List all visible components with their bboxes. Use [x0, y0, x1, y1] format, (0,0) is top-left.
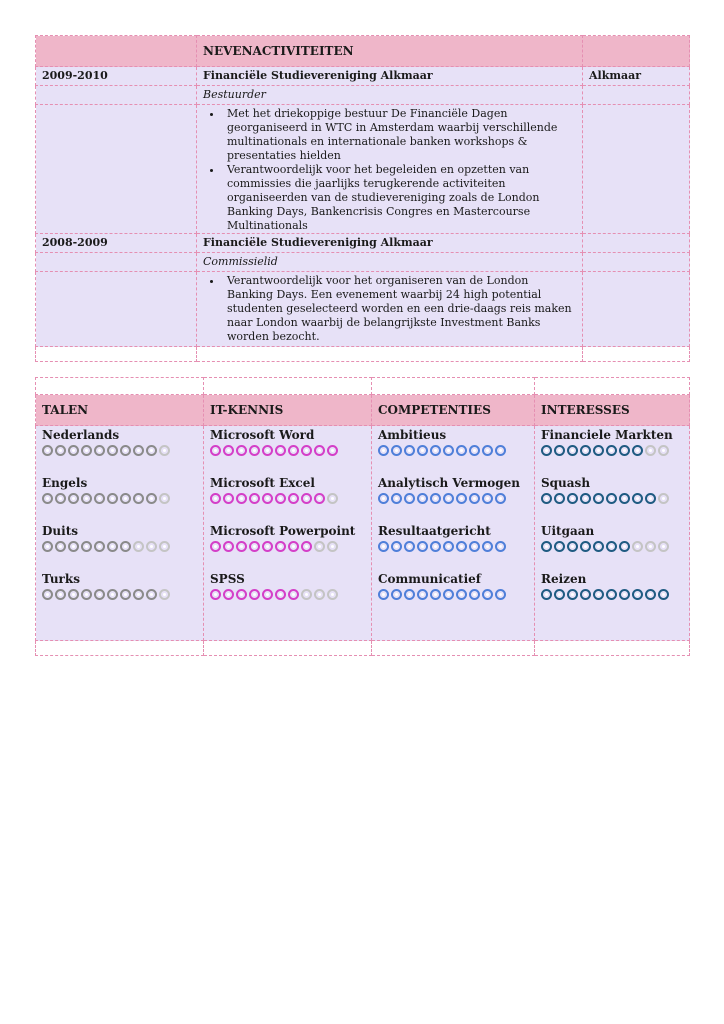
skills-column-competenties	[372, 426, 535, 641]
rating-dot-filled-icon	[580, 445, 591, 456]
rating-dot-filled-icon	[443, 589, 454, 600]
skill-name: SPSS	[210, 572, 245, 586]
rating-dot-filled-icon	[42, 589, 53, 600]
rating-dot-filled-icon	[301, 493, 312, 504]
activity-role-row	[36, 253, 690, 272]
skill-rating	[378, 445, 528, 456]
rating-dot-filled-icon	[249, 493, 260, 504]
skill-item	[541, 428, 683, 476]
activity-city	[583, 234, 690, 253]
rating-dot-filled-icon	[81, 493, 92, 504]
empty-cell	[583, 86, 690, 105]
rating-dot-filled-icon	[417, 589, 428, 600]
rating-dot-filled-icon	[541, 589, 552, 600]
activity-row	[36, 67, 690, 86]
rating-dot-filled-icon	[404, 589, 415, 600]
rating-dot-filled-icon	[133, 445, 144, 456]
rating-dot-filled-icon	[42, 445, 53, 456]
rating-dot-filled-icon	[632, 589, 643, 600]
rating-dot-filled-icon	[301, 445, 312, 456]
skill-rating	[210, 445, 365, 456]
rating-dot-empty-icon	[658, 445, 669, 456]
skill-name: Microsoft Powerpoint	[210, 524, 356, 538]
empty-cell	[36, 347, 197, 362]
activity-bullets	[197, 272, 583, 347]
empty-cell	[204, 378, 372, 395]
rating-dot-filled-icon	[378, 445, 389, 456]
rating-dot-filled-icon	[482, 493, 493, 504]
rating-dot-filled-icon	[288, 541, 299, 552]
rating-dot-filled-icon	[567, 589, 578, 600]
empty-cell	[583, 272, 690, 347]
skill-name: Communicatief	[378, 572, 481, 586]
rating-dot-filled-icon	[94, 493, 105, 504]
rating-dot-empty-icon	[159, 445, 170, 456]
rating-dot-filled-icon	[133, 493, 144, 504]
skill-rating	[378, 493, 528, 504]
rating-dot-filled-icon	[593, 493, 604, 504]
rating-dot-filled-icon	[223, 589, 234, 600]
skill-rating	[42, 541, 197, 552]
rating-dot-filled-icon	[107, 493, 118, 504]
rating-dot-filled-icon	[275, 493, 286, 504]
rating-dot-filled-icon	[495, 445, 506, 456]
activity-bullets-row	[36, 272, 690, 347]
rating-dot-filled-icon	[658, 589, 669, 600]
rating-dot-filled-icon	[210, 493, 221, 504]
activities-header-row	[36, 36, 690, 67]
rating-dot-filled-icon	[120, 541, 131, 552]
rating-dot-filled-icon	[210, 541, 221, 552]
rating-dot-filled-icon	[469, 445, 480, 456]
empty-cell	[197, 347, 583, 362]
rating-dot-filled-icon	[391, 445, 402, 456]
header-empty-cell	[36, 36, 197, 67]
skill-name: Ambitieus	[378, 428, 447, 442]
skill-item	[42, 572, 197, 620]
rating-dot-filled-icon	[275, 589, 286, 600]
rating-dot-filled-icon	[68, 541, 79, 552]
rating-dot-filled-icon	[94, 541, 105, 552]
rating-dot-filled-icon	[469, 589, 480, 600]
rating-dot-filled-icon	[81, 445, 92, 456]
empty-cell	[36, 272, 197, 347]
activity-organization: Financiële Studievereniging Alkmaar	[197, 67, 583, 86]
rating-dot-filled-icon	[327, 445, 338, 456]
skill-item	[210, 476, 365, 524]
activity-role: Bestuurder	[197, 86, 583, 105]
skill-rating	[210, 589, 365, 600]
rating-dot-empty-icon	[327, 493, 338, 504]
rating-dot-filled-icon	[430, 589, 441, 600]
rating-dot-filled-icon	[430, 493, 441, 504]
rating-dot-filled-icon	[223, 445, 234, 456]
activity-period: 2008-2009	[36, 234, 197, 253]
bullet-item: • Met het driekoppige bestuur De Financiële Dagen georganiseerd in WTC in Amsterdam waarbij verschillende multinationals en internationale banken workshops & presentaties hielden	[223, 107, 576, 163]
rating-dot-filled-icon	[223, 541, 234, 552]
rating-dot-filled-icon	[417, 541, 428, 552]
bullet-item: • Verantwoordelijk voor het organiseren van de London Banking Days. Een evenement waarbij 24 high potential studenten geselecteerd worden en een drie-daags reis maken naar London waarbij de belangrijkste Investment Banks worden bezocht.	[223, 274, 576, 344]
bullet-list	[203, 274, 576, 344]
skill-rating	[210, 493, 365, 504]
rating-dot-filled-icon	[55, 445, 66, 456]
skill-name: Nederlands	[42, 428, 120, 442]
skill-item	[210, 428, 365, 476]
skills-top-row	[36, 378, 690, 395]
rating-dot-filled-icon	[42, 541, 53, 552]
rating-dot-filled-icon	[236, 445, 247, 456]
rating-dot-empty-icon	[327, 541, 338, 552]
rating-dot-filled-icon	[378, 493, 389, 504]
rating-dot-filled-icon	[107, 541, 118, 552]
rating-dot-filled-icon	[314, 445, 325, 456]
rating-dot-filled-icon	[55, 589, 66, 600]
rating-dot-filled-icon	[146, 589, 157, 600]
rating-dot-filled-icon	[391, 589, 402, 600]
rating-dot-empty-icon	[159, 589, 170, 600]
skill-name: Resultaatgericht	[378, 524, 491, 538]
bullet-list	[203, 107, 576, 233]
skills-column-talen	[36, 426, 204, 641]
skill-name: Microsoft Excel	[210, 476, 315, 490]
rating-dot-filled-icon	[378, 589, 389, 600]
rating-dot-filled-icon	[541, 541, 552, 552]
rating-dot-filled-icon	[275, 445, 286, 456]
empty-cell	[36, 105, 197, 234]
rating-dot-filled-icon	[314, 493, 325, 504]
rating-dot-filled-icon	[443, 445, 454, 456]
rating-dot-filled-icon	[495, 589, 506, 600]
rating-dot-filled-icon	[107, 589, 118, 600]
rating-dot-filled-icon	[275, 541, 286, 552]
rating-dot-filled-icon	[606, 445, 617, 456]
blank-row	[36, 347, 690, 362]
skill-item	[378, 524, 528, 572]
rating-dot-empty-icon	[327, 589, 338, 600]
rating-dot-empty-icon	[658, 541, 669, 552]
empty-cell	[204, 641, 372, 656]
activity-role-row	[36, 86, 690, 105]
header-empty-cell	[583, 36, 690, 67]
rating-dot-filled-icon	[606, 493, 617, 504]
rating-dot-filled-icon	[456, 589, 467, 600]
rating-dot-filled-icon	[593, 445, 604, 456]
skill-rating	[42, 589, 197, 600]
rating-dot-filled-icon	[482, 589, 493, 600]
rating-dot-filled-icon	[288, 589, 299, 600]
skills-table	[35, 377, 690, 656]
rating-dot-filled-icon	[554, 445, 565, 456]
rating-dot-filled-icon	[262, 493, 273, 504]
rating-dot-filled-icon	[554, 541, 565, 552]
activity-bullets	[197, 105, 583, 234]
rating-dot-filled-icon	[68, 445, 79, 456]
rating-dot-filled-icon	[632, 445, 643, 456]
activity-row	[36, 234, 690, 253]
skill-item	[42, 524, 197, 572]
rating-dot-filled-icon	[210, 589, 221, 600]
rating-dot-filled-icon	[391, 493, 402, 504]
skill-rating	[541, 589, 683, 600]
rating-dot-filled-icon	[645, 589, 656, 600]
skill-name: Microsoft Word	[210, 428, 315, 442]
rating-dot-filled-icon	[107, 445, 118, 456]
rating-dot-filled-icon	[249, 589, 260, 600]
rating-dot-filled-icon	[94, 589, 105, 600]
skill-name: Reizen	[541, 572, 587, 586]
rating-dot-filled-icon	[554, 493, 565, 504]
empty-cell	[583, 253, 690, 272]
bullet-item: • Verantwoordelijk voor het begeleiden en opzetten van commissies die jaarlijks terugkerende activiteiten organiseerden van de studievereniging zoals de London Banking Days, Bankencrisis Congres en Mastercourse Multinationals	[223, 163, 576, 233]
section-title: NEVENACTIVITEITEN	[197, 36, 583, 67]
skill-item	[378, 428, 528, 476]
rating-dot-filled-icon	[120, 445, 131, 456]
rating-dot-empty-icon	[314, 589, 325, 600]
rating-dot-filled-icon	[210, 445, 221, 456]
rating-dot-empty-icon	[301, 589, 312, 600]
rating-dot-filled-icon	[42, 493, 53, 504]
rating-dot-filled-icon	[456, 493, 467, 504]
rating-dot-filled-icon	[55, 541, 66, 552]
rating-dot-empty-icon	[146, 541, 157, 552]
rating-dot-filled-icon	[288, 493, 299, 504]
skills-heading-talen: TALEN	[36, 395, 204, 426]
skills-column-it-kennis	[204, 426, 372, 641]
rating-dot-filled-icon	[554, 589, 565, 600]
activity-city: Alkmaar	[583, 67, 690, 86]
rating-dot-filled-icon	[430, 445, 441, 456]
rating-dot-filled-icon	[456, 445, 467, 456]
skill-rating	[378, 541, 528, 552]
rating-dot-filled-icon	[94, 445, 105, 456]
skill-item	[378, 572, 528, 620]
rating-dot-empty-icon	[133, 541, 144, 552]
empty-cell	[36, 641, 204, 656]
skill-item	[42, 428, 197, 476]
rating-dot-filled-icon	[430, 541, 441, 552]
skill-rating	[210, 541, 365, 552]
rating-dot-filled-icon	[469, 493, 480, 504]
rating-dot-filled-icon	[262, 445, 273, 456]
activity-period: 2009-2010	[36, 67, 197, 86]
skill-item	[541, 572, 683, 620]
empty-cell	[36, 86, 197, 105]
empty-cell	[583, 105, 690, 234]
skill-name: Turks	[42, 572, 80, 586]
blank-row	[36, 641, 690, 656]
rating-dot-filled-icon	[81, 541, 92, 552]
rating-dot-filled-icon	[55, 493, 66, 504]
rating-dot-filled-icon	[541, 493, 552, 504]
skill-item	[210, 524, 365, 572]
skill-name: Duits	[42, 524, 78, 538]
skill-rating	[42, 493, 197, 504]
skill-rating	[541, 445, 683, 456]
rating-dot-filled-icon	[301, 541, 312, 552]
rating-dot-filled-icon	[417, 493, 428, 504]
rating-dot-filled-icon	[580, 493, 591, 504]
empty-cell	[535, 641, 690, 656]
rating-dot-filled-icon	[593, 589, 604, 600]
rating-dot-filled-icon	[288, 445, 299, 456]
rating-dot-filled-icon	[417, 445, 428, 456]
rating-dot-filled-icon	[606, 589, 617, 600]
rating-dot-empty-icon	[645, 541, 656, 552]
rating-dot-filled-icon	[120, 589, 131, 600]
rating-dot-filled-icon	[249, 541, 260, 552]
empty-cell	[583, 347, 690, 362]
rating-dot-empty-icon	[632, 541, 643, 552]
rating-dot-empty-icon	[658, 493, 669, 504]
rating-dot-filled-icon	[619, 493, 630, 504]
rating-dot-filled-icon	[391, 541, 402, 552]
empty-cell	[372, 641, 535, 656]
skill-item	[541, 524, 683, 572]
activities-table	[35, 35, 690, 362]
skill-item	[541, 476, 683, 524]
rating-dot-filled-icon	[262, 541, 273, 552]
skill-item	[42, 476, 197, 524]
empty-cell	[36, 378, 204, 395]
activity-bullets-row	[36, 105, 690, 234]
empty-cell	[535, 378, 690, 395]
skill-rating	[541, 541, 683, 552]
rating-dot-filled-icon	[81, 589, 92, 600]
skill-item	[378, 476, 528, 524]
rating-dot-empty-icon	[159, 493, 170, 504]
rating-dot-empty-icon	[159, 541, 170, 552]
skills-column-interesses	[535, 426, 690, 641]
rating-dot-filled-icon	[580, 541, 591, 552]
skills-heading-it-kennis: IT-KENNIS	[204, 395, 372, 426]
rating-dot-filled-icon	[378, 541, 389, 552]
rating-dot-filled-icon	[606, 541, 617, 552]
rating-dot-filled-icon	[443, 541, 454, 552]
rating-dot-filled-icon	[443, 493, 454, 504]
rating-dot-filled-icon	[645, 493, 656, 504]
rating-dot-filled-icon	[236, 493, 247, 504]
rating-dot-filled-icon	[146, 445, 157, 456]
rating-dot-filled-icon	[632, 493, 643, 504]
rating-dot-filled-icon	[567, 493, 578, 504]
skill-name: Engels	[42, 476, 88, 490]
rating-dot-empty-icon	[645, 445, 656, 456]
rating-dot-filled-icon	[593, 541, 604, 552]
skill-name: Uitgaan	[541, 524, 595, 538]
skill-rating	[541, 493, 683, 504]
rating-dot-filled-icon	[68, 493, 79, 504]
rating-dot-filled-icon	[482, 541, 493, 552]
rating-dot-filled-icon	[469, 541, 480, 552]
rating-dot-filled-icon	[236, 589, 247, 600]
rating-dot-filled-icon	[580, 589, 591, 600]
rating-dot-filled-icon	[619, 541, 630, 552]
rating-dot-filled-icon	[146, 493, 157, 504]
skill-name: Squash	[541, 476, 591, 490]
rating-dot-filled-icon	[404, 541, 415, 552]
rating-dot-filled-icon	[249, 445, 260, 456]
rating-dot-filled-icon	[619, 589, 630, 600]
skill-item	[210, 572, 365, 620]
rating-dot-filled-icon	[495, 493, 506, 504]
skills-body-row	[36, 426, 690, 641]
rating-dot-filled-icon	[567, 541, 578, 552]
rating-dot-filled-icon	[236, 541, 247, 552]
rating-dot-filled-icon	[262, 589, 273, 600]
rating-dot-filled-icon	[567, 445, 578, 456]
rating-dot-filled-icon	[120, 493, 131, 504]
skills-heading-interesses: INTERESSES	[535, 395, 690, 426]
rating-dot-empty-icon	[314, 541, 325, 552]
rating-dot-filled-icon	[223, 493, 234, 504]
rating-dot-filled-icon	[482, 445, 493, 456]
rating-dot-filled-icon	[404, 493, 415, 504]
skills-header-row	[36, 395, 690, 426]
skill-rating	[378, 589, 528, 600]
activity-role: Commissielid	[197, 253, 583, 272]
skill-name: Financiele Markten	[541, 428, 673, 442]
skills-heading-competenties: COMPETENTIES	[372, 395, 535, 426]
rating-dot-filled-icon	[495, 541, 506, 552]
rating-dot-filled-icon	[456, 541, 467, 552]
skill-rating	[42, 445, 197, 456]
rating-dot-filled-icon	[133, 589, 144, 600]
rating-dot-filled-icon	[68, 589, 79, 600]
empty-cell	[372, 378, 535, 395]
empty-cell	[36, 253, 197, 272]
rating-dot-filled-icon	[541, 445, 552, 456]
activity-organization: Financiële Studievereniging Alkmaar	[197, 234, 583, 253]
rating-dot-filled-icon	[404, 445, 415, 456]
skill-name: Analytisch Vermogen	[378, 476, 521, 490]
rating-dot-filled-icon	[619, 445, 630, 456]
